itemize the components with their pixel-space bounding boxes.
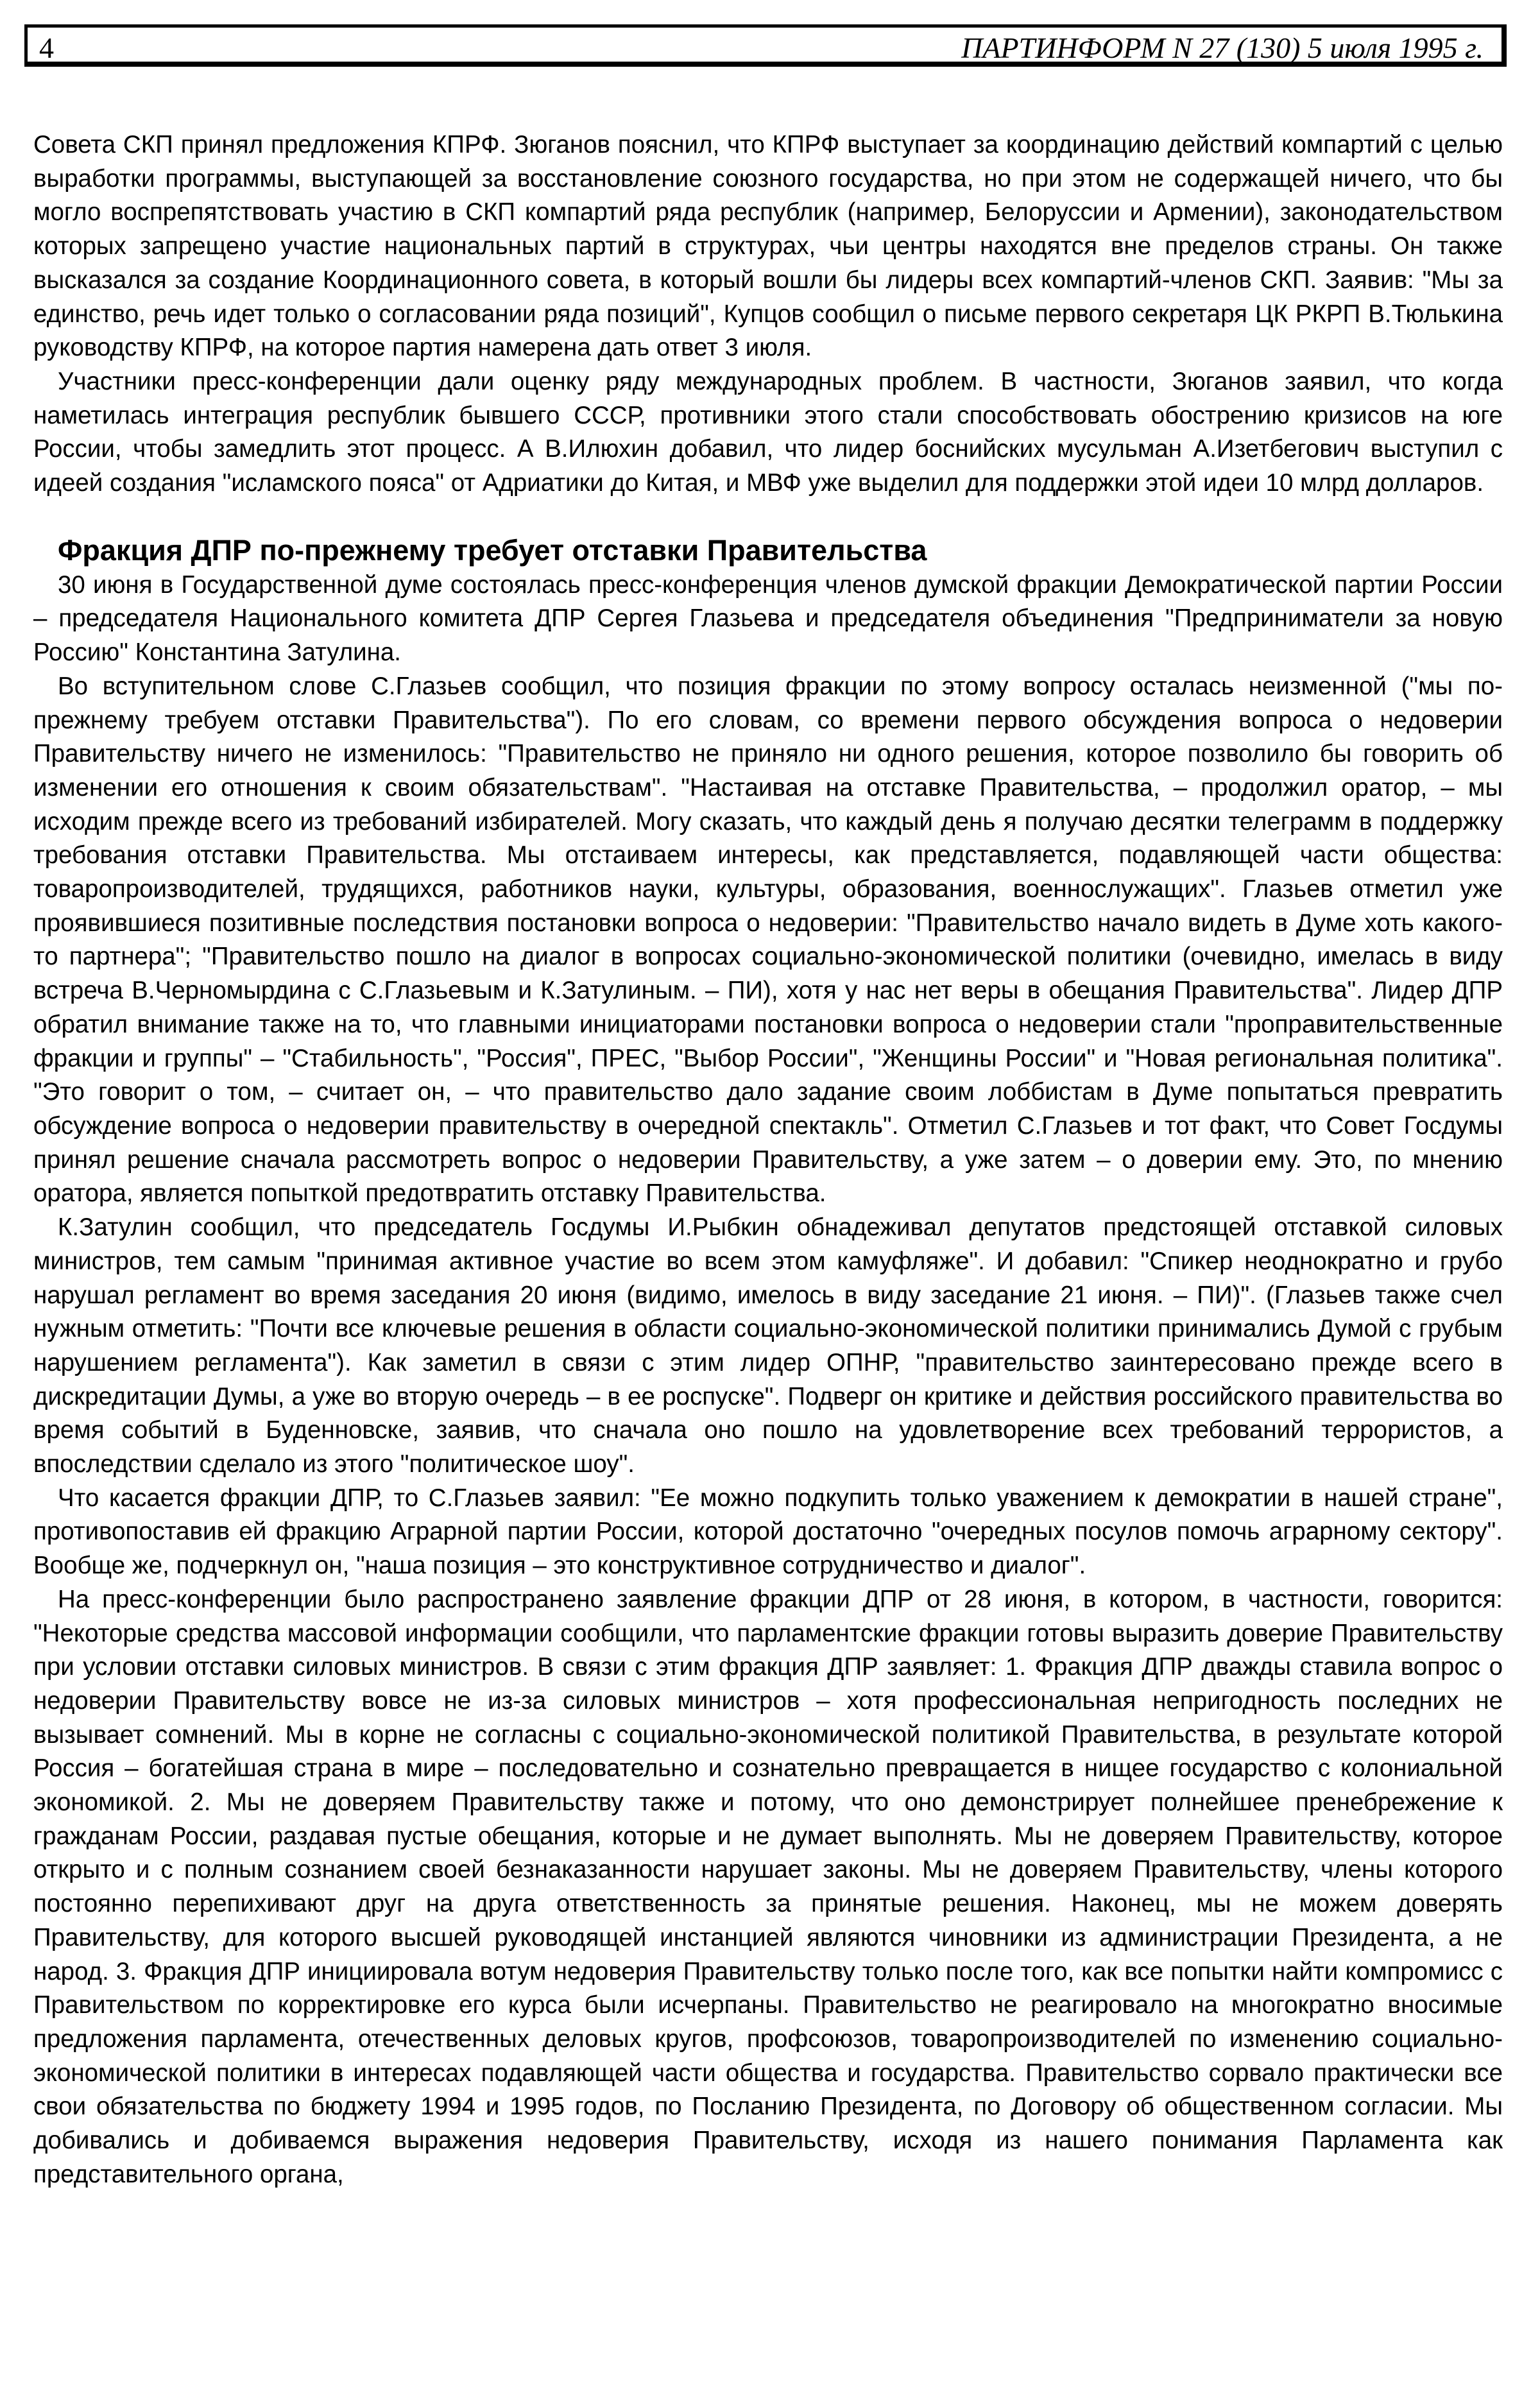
article-title: Фракция ДПР по-прежнему требует отставки Правительства <box>58 533 927 567</box>
page-content <box>33 128 1503 2191</box>
paragraph: Совета СКП принял предложения КПРФ. Зюганов пояснил, что КПРФ выступает за координацию действий компартий с целью выработки программы, выступающей за восстановление союзного государства, но при этом не содержащей ничего, что бы могло воспрепятствовать участию в СКП компартий ряда республик (например, Белоруссии и Армении), законодательством которых запрещено участие национальных партий в структурах, чьи центры находятся вне пределов страны. Он также высказался за создание Координационного совета, в который вошли бы лидеры всех компартий-членов СКП. Заявив: "Мы за единство, речь идет только о согласовании ряда позиций", Купцов сообщил о письме первого секретаря ЦК РКРП В.Тюлькина руководству КПРФ, на которое партия намерена дать ответ 3 июля. <box>33 131 1503 362</box>
paragraph: К.Затулин сообщил, что председатель Госдумы И.Рыбкин обнадеживал депутатов предстоящей отставкой силовых министров, тем самым "принимая активное участие во всем этом камуфляже". И добавил: "Спикер неоднократно и грубо нарушал регламент во время заседания 20 июня (видимо, имелось в виду заседание 21 июня. – ПИ)". (Глазьев также счел нужным отметить: "Почти все ключевые решения в области социально-экономической политики принимались Думой с грубым нарушением регламента"). Как заметил в связи с этим лидер ОПНР, "правительство заинтересовано прежде всего в дискредитации Думы, а уже во вторую очередь – в ее роспуске". Подверг он критике и действия российского правительства во время событий в Буденновске, заявив, что сначала оно пошло на удовлетворение всех требований террористов, а впоследствии сделало из этого "политическое шоу". <box>33 1213 1503 1478</box>
paragraph: Во вступительном слове С.Глазьев сообщил, что позиция фракции по этому вопросу осталась неизменной ("мы по-прежнему требуем отставки Правительства"). По его словам, со времени первого обсуждения вопроса о недоверии Правительству ничего не изменилось: "Правительство не приняло ни одного решения, которое позволило бы говорить об изменении его отношения к своим обязательствам". "Настаивая на отставке Правительства, – продолжил оратор, – мы исходим прежде всего из требований избирателей. Могу сказать, что каждый день я получаю десятки телеграмм в поддержку требования отставки Правительства. Мы отстаиваем интересы, как представляется, подавляющей части общества: товаропроизводителей, трудящихся, работников науки, культуры, образования, военнослужащих". Глазьев отметил уже проявившиеся позитивные последствия постановки вопроса о недоверии: "Правительство начало видеть в Думе хоть какого-то партнера"; "Правительство пошло на диалог в вопросах социально-экономической политики (очевидно, имелась в виду встреча В.Черномырдина с С.Глазьевым и К.Затулиным. – ПИ), хотя у нас нет веры в обещания Правительства". Лидер ДПР обратил внимание также на то, что главными инициаторами постановки вопроса о недоверии стали "проправительственные фракции и группы" – "Стабильность", "Россия", ПРЕС, "Выбор России", "Женщины России" и "Новая региональная политика". "Это говорит о том, – считает он, – что правительство дало задание своим лоббистам в Думе попытаться превратить обсуждение вопроса о недоверии правительству в очередной спектакль". Отметил С.Глазьев и тот факт, что Совет Госдумы принял решение сначала рассмотреть вопрос о недоверии Правительству, а уже затем – о доверии ему. Это, по мнению оратора, является попыткой предотвратить отставку Правительства. <box>33 672 1503 1208</box>
page-header <box>24 24 1507 67</box>
paragraph: Участники пресс-конференции дали оценку ряду международных проблем. В частности, Зюганов заявил, что когда наметилась интеграция республик бывшего СССР, противники этого стали способствовать обострению кризисов на юге России, чтобы замедлить этот процесс. А В.Илюхин добавил, что лидер боснийских мусульман А.Изетбегович выступил с идеей создания "исламского пояса" от Адриатики до Китая, и МВФ уже выделил для поддержки этой идеи 10 млрд долларов. <box>33 367 1503 497</box>
page-number: 4 <box>39 31 54 64</box>
paragraph: Что касается фракции ДПР, то С.Глазьев заявил: "Ее можно подкупить только уважением к демократии в нашей стране", противопоставив ей фракцию Аграрной партии России, которой достаточно "очередных посулов помочь аграрному сектору". Вообще же, подчеркнул он, "наша позиция – это конструктивное сотрудничество и диалог". <box>33 1484 1503 1580</box>
paragraph: 30 июня в Государственной думе состоялась пресс-конференция членов думской фракции Демократической партии России – председателя Национального комитета ДПР Сергея Глазьева и председателя объединения "Предприниматели за новую Россию" Константина Затулина. <box>33 570 1503 667</box>
issue-title: ПАРТИНФОРМ N 27 (130) 5 июля 1995 г. <box>961 31 1484 64</box>
paragraph: На пресс-конференции было распространено заявление фракции ДПР от 28 июня, в котором, в частности, говорится: "Некоторые средства массовой информации сообщили, что парламентские фракции готовы выразить доверие Правительству при условии отставки силовых министров. В связи с этим фракция ДПР заявляет: 1. Фракция ДПР дважды ставила вопрос о недоверии Правительству вовсе не из-за силовых министров – хотя профессиональная непригодность последних не вызывает сомнений. Мы в корне не согласны с социально-экономической политикой Правительства, в результате которой Россия – богатейшая страна в мире – последовательно и сознательно превращается в нищее государство с колониальной экономикой. 2. Мы не доверяем Правительству также и потому, что оно демонстрирует полнейшее пренебрежение к гражданам России, раздавая пустые обещания, которые и не думает выполнять. Мы не доверяем Правительству, которое открыто и с полным сознанием своей безнаказанности нарушает законы. Мы не доверяем Правительству, члены которого постоянно перепихивают друг на друга ответственность за принятые решения. Наконец, мы не можем доверять Правительству, для которого высшей руководящей инстанцией являются чиновники из администрации Президента, а не народ. 3. Фракция ДПР инициировала вотум недоверия Правительству только после того, как все попытки найти компромисс с Правительством по корректировке его курса были исчерпаны. Правительство не реагировало на многократно вносимые предложения парламента, отечественных деловых кругов, профсоюзов, товаропроизводителей по изменению социально-экономической политики в интересах подавляющей части общества и государства. Правительство сорвало практически все свои обязательства по бюджету 1994 и 1995 годов, по Посланию Президента, по Договору об общественном согласии. Мы добивались и добиваемся выражения недоверия Правительству, исходя из нашего понимания Парламента как представительного органа, <box>33 1585 1503 2188</box>
